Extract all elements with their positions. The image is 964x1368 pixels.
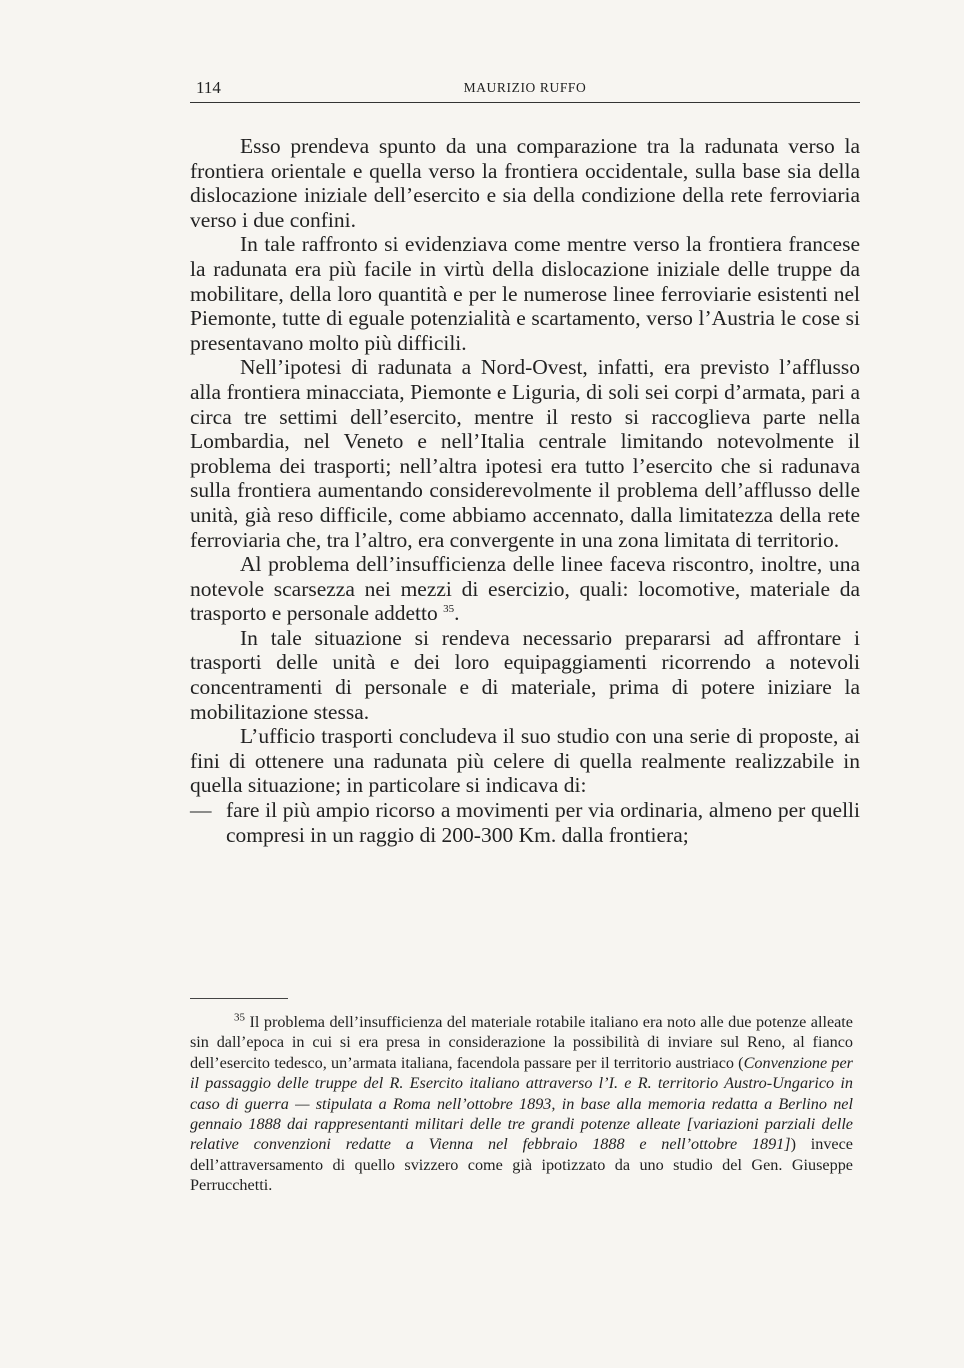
page-number: 114 xyxy=(196,78,221,97)
list-dash: — xyxy=(190,798,212,823)
footnote-italic-citation: Convenzione per il passaggio delle truppe del R. Esercito italiano attraverso l’I. e R. territorio Austro-Ungarico in caso di guerra — stipulata a Roma nell’ottobre 1893, in base alla memoria redatta a Berlino nel gennaio 1888 dai rappresentanti militari delle tre grandi potenze alleate [variazioni parziali delle relative convenzioni redatte a Vienna nel febbraio 1888 e nell’ottobre 1891] xyxy=(190,1053,853,1154)
page-header xyxy=(190,76,860,103)
footnote-text-1: Il problema dell’insufficienza del materiale rotabile italiano era noto alle due potenze alleate sin dall’epoca in cui si era presa in considerazione la possibilità di inviare sul Reno, al fianco dell’esercito tedesco, un’armata italiana, facendola passare per il territorio austriaco ( xyxy=(190,1013,853,1072)
footnote-paragraph xyxy=(190,1012,853,1196)
footnote-text-2: ) invece dell’attraversamento di quello svizzero come già ipotizzato da uno studio del Gen. Giuseppe Perrucchetti. xyxy=(190,1135,853,1195)
paragraph-6: L’ufficio trasporti concludeva il suo studio con una serie di proposte, ai fini di ottenere una radunata più celere di quella realmente realizzabile in quella situazione; in particolare si indicava di: xyxy=(190,724,860,798)
list-item xyxy=(190,798,860,847)
body-text xyxy=(190,134,860,847)
paragraph-4-end: . xyxy=(454,601,460,626)
list-item-text: fare il più ampio ricorso a movimenti per via ordinaria, almeno per quelli compresi in un raggio di 200-300 Km. dalla frontiera; xyxy=(226,798,860,847)
footnote-number: 35 xyxy=(234,1011,245,1024)
paragraph-1: Esso prendeva spunto da una comparazione tra la radunata verso la frontiera orientale e quella verso la frontiera occidentale, sulla base sia della dislocazione iniziale dell’esercito e sia della condizione della rete ferroviaria verso i due confini. xyxy=(190,134,860,232)
footnote-reference[interactable]: 35 xyxy=(443,603,455,616)
paragraph-3: Nell’ipotesi di radunata a Nord-Ovest, infatti, era previsto l’afflusso alla frontiera minacciata, Piemonte e Liguria, di soli sei corpi d’armata, pari a circa tre settimi dell’esercito, mentre il resto si raccoglieva parte nella Lombardia, nel Veneto e nell’Italia centrale limitando notevolmente il problema dei trasporti; nell’altra ipotesi era tutto l’esercito che si radunava sulla frontiera aumentando considerevolmente il problema dell’afflusso delle unità, già reso difficile, come abbiamo accennato, dalla limitatezza della rete ferroviaria che, tra l’altro, era convergente in una zona limitata di territorio. xyxy=(190,355,860,552)
running-title: MAURIZIO RUFFO xyxy=(463,80,587,95)
footnote xyxy=(190,1012,853,1196)
paragraph-4-text: Al problema dell’insufficienza delle linee faceva riscontro, inoltre, una notevole scarsezza nei mezzi di esercizio, quali: locomotive, materiale da trasporto e personale addetto xyxy=(190,552,860,626)
footnote-divider xyxy=(190,998,288,999)
paragraph-5: In tale situazione si rendeva necessario prepararsi ad affrontare i trasporti delle unità e dei loro equipaggiamenti ricorrendo a notevoli concentramenti di personale e di materiale, prima di potere iniziare la mobilitazione stessa. xyxy=(190,625,860,724)
paragraph-4 xyxy=(190,552,860,626)
paragraph-2: In tale raffronto si evidenziava come mentre verso la frontiera francese la radunata era più facile in virtù della dislocazione iniziale delle truppe da mobilitare, della loro quantità e per le numerose linee ferroviarie esistenti nel Piemonte, tutte di eguale potenzialità e scartamento, verso l’Austria le cose si presentavano molto più difficili. xyxy=(190,232,860,355)
